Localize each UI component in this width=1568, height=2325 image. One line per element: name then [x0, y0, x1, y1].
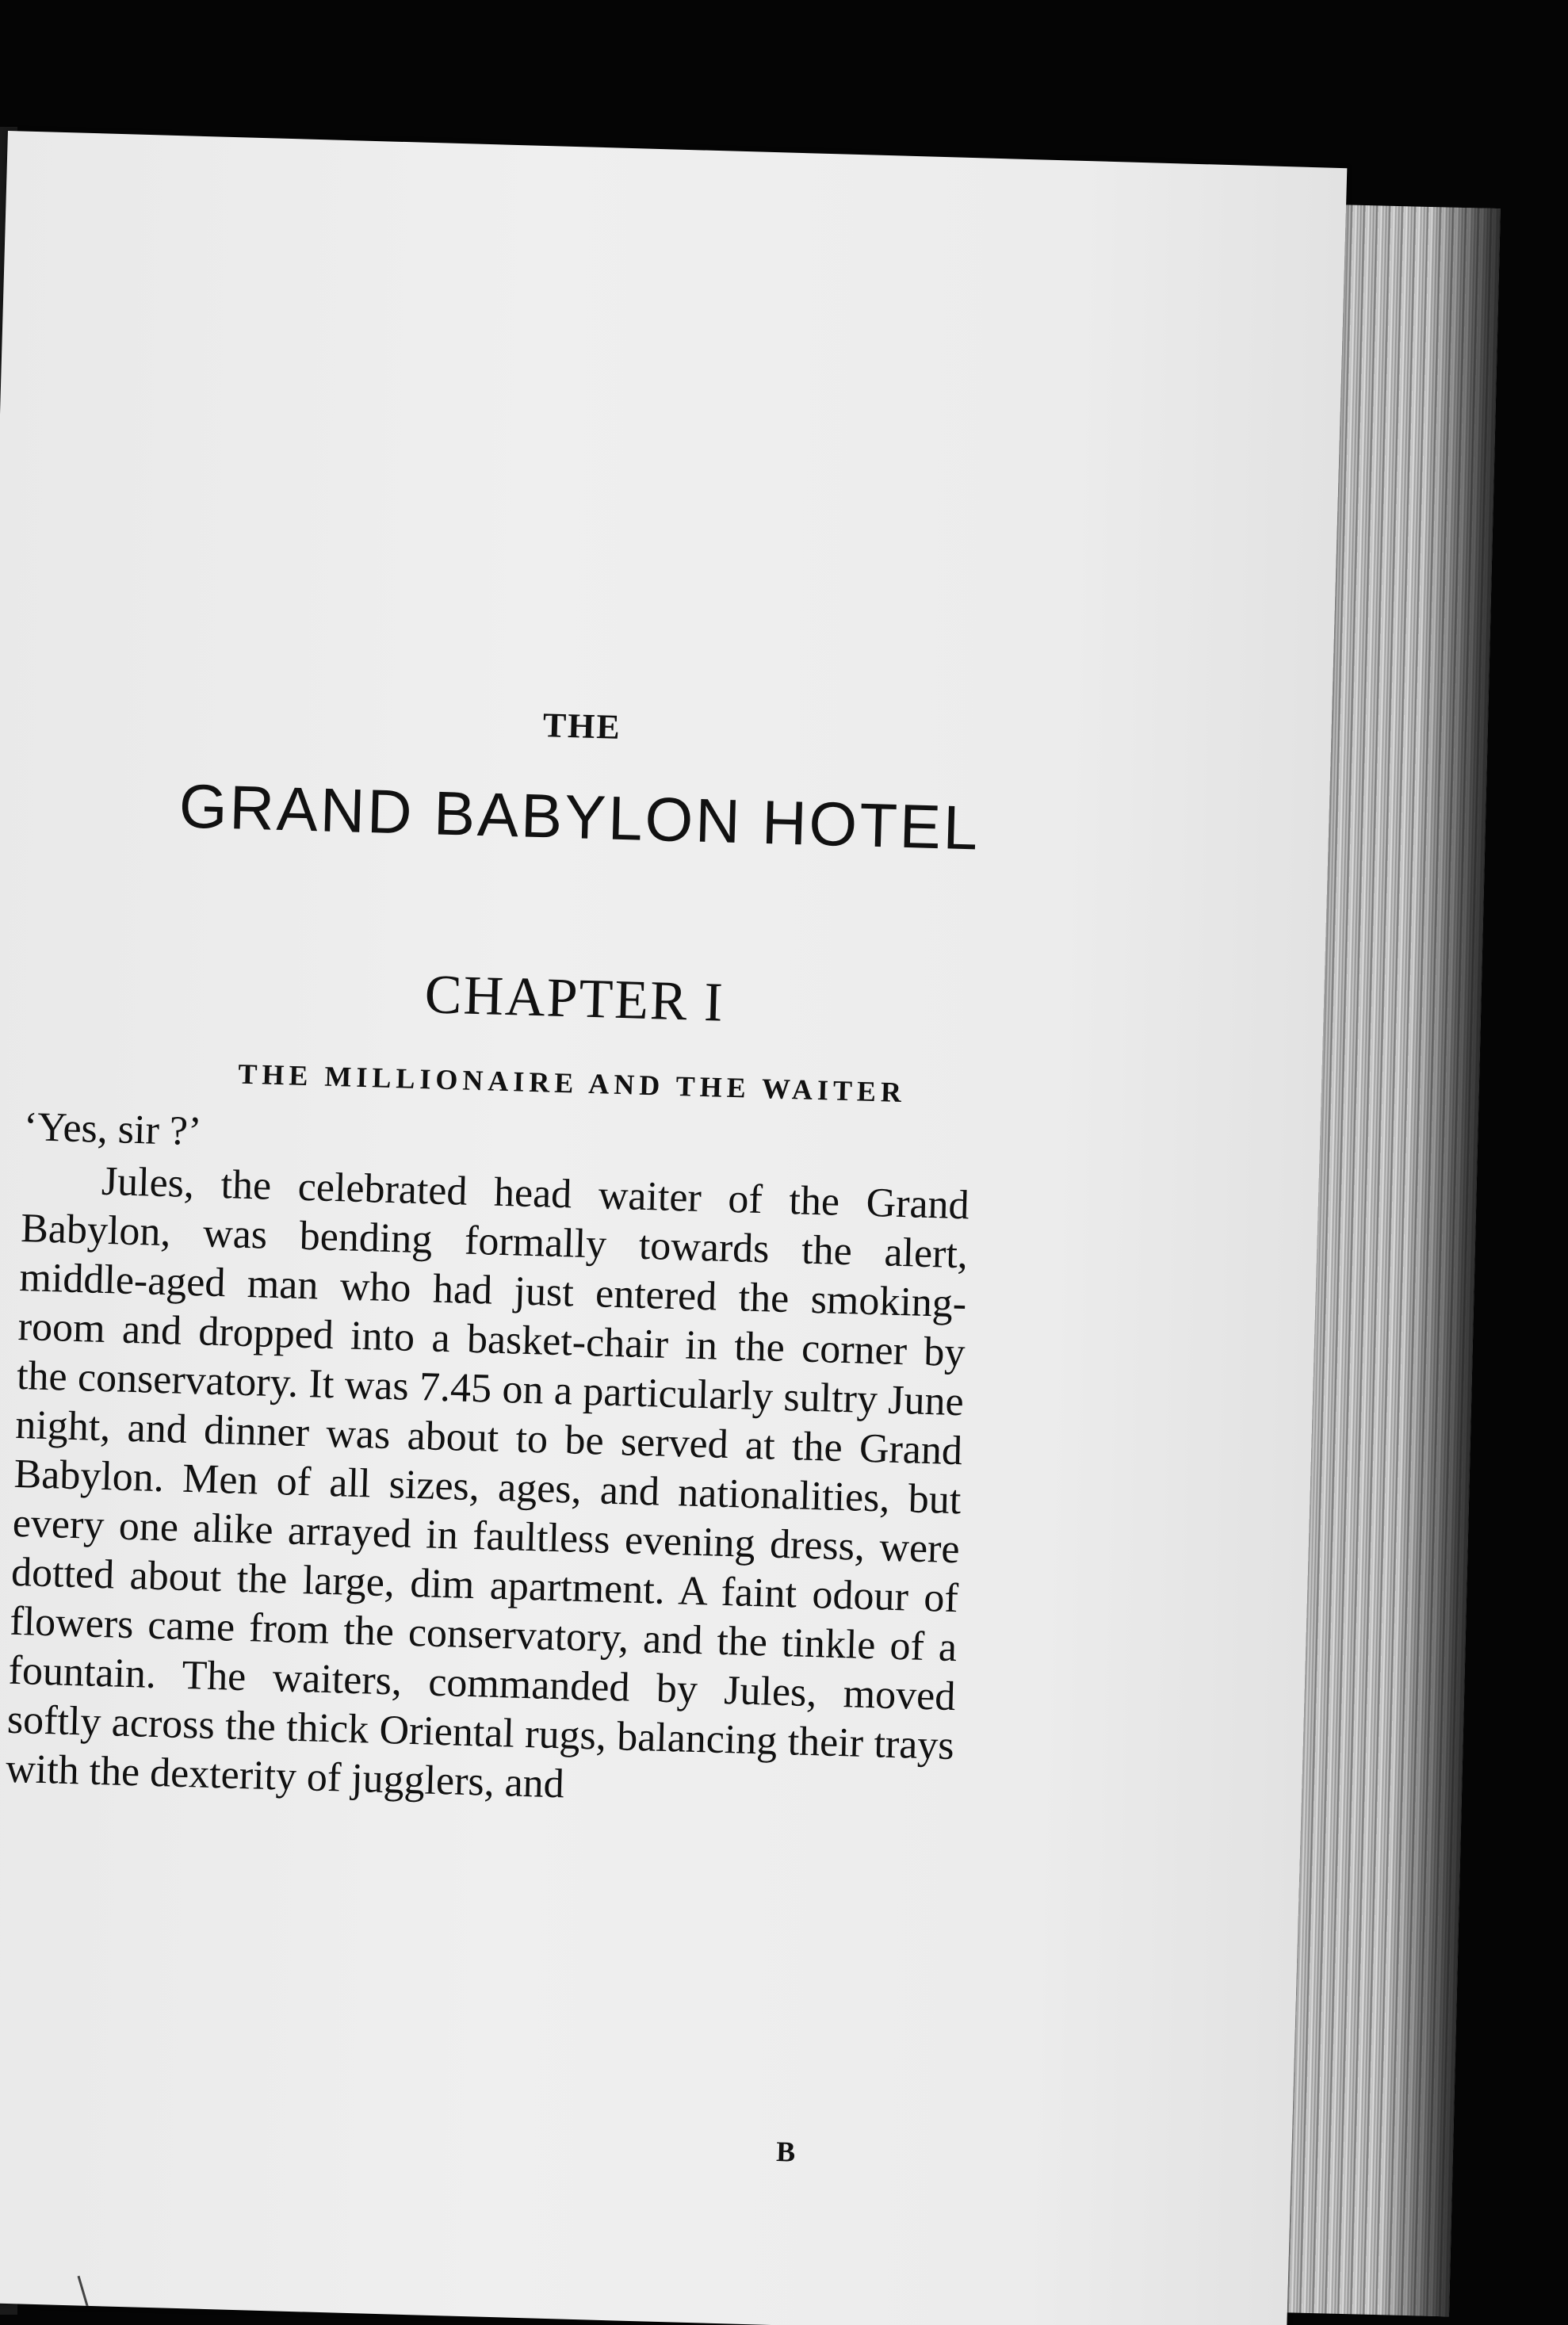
chapter-title: THE MILLIONAIRE AND THE WAITER: [237, 1057, 907, 1109]
book-title: GRAND BABYLON HOTEL: [178, 771, 981, 863]
header-the: THE: [542, 706, 622, 747]
opening-line: ‘Yes, sir ?’: [23, 1104, 203, 1155]
chapter-number: CHAPTER I: [423, 964, 725, 1034]
book-page: [0, 131, 1347, 2325]
paragraph: Jules, the celebrated head waiter of the Grand Babylon, was bending formally towards the alert, middle-aged man who had just entered the smoking-room and dropped into a basket-chair in the corner by the conservatory. It was 7.45 on a particularly sultry June night, and dinner was about to be served at the Grand Babylon. Men of all sizes, ages, and nationalities, but every one alike arrayed in faultless evening dress, were dotted about the large, dim apartment. A faint odour of flowers came from the conservatory, and the tinkle of a fountain. The waiters, commanded by Jules, moved softly across the thick Oriental rugs, balancing their trays with the dexterity of jugglers, and: [5, 1158, 970, 1807]
signature-mark: B: [775, 2136, 796, 2168]
body-text: [5, 1103, 971, 1820]
